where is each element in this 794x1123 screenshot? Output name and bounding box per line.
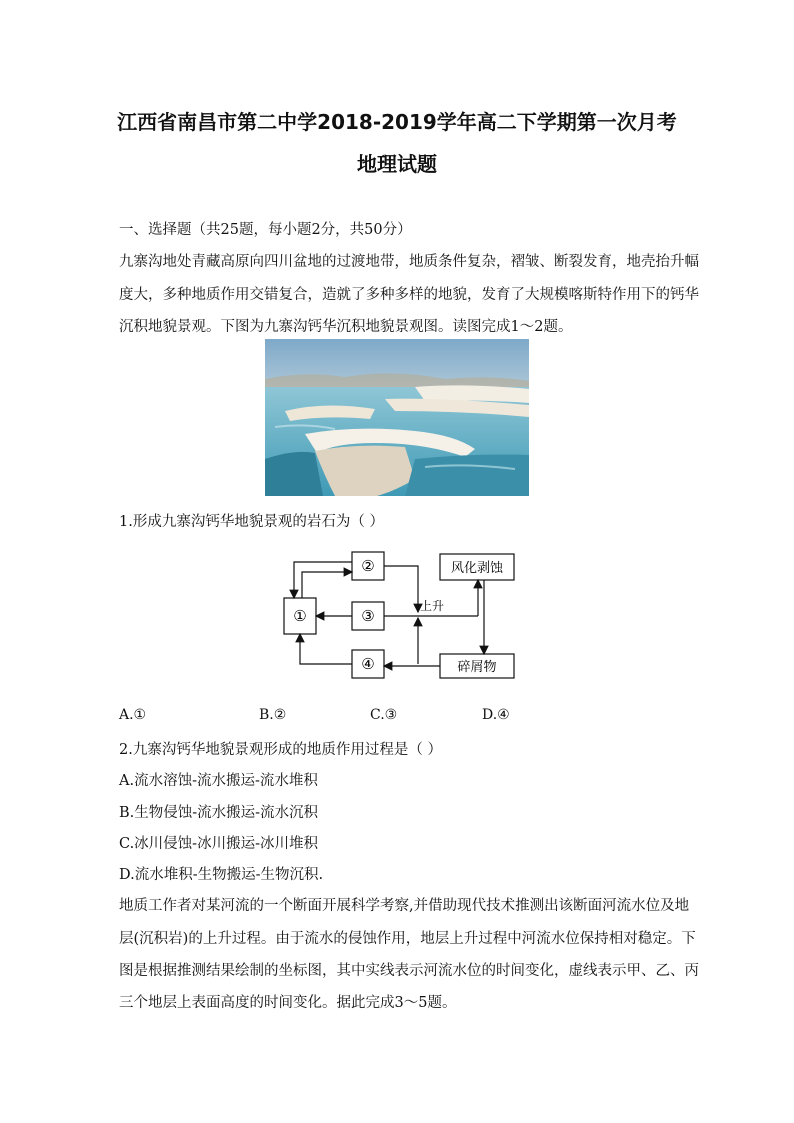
label-uplift: 上升 [419, 599, 445, 613]
q1-option-a: A.① [119, 707, 147, 723]
rock-cycle-diagram [268, 540, 528, 690]
passage-2-line-3: 图是根据推测结果绘制的坐标图，其中实线表示河流水位的时间变化，虚线表示甲、乙、丙 [119, 963, 699, 979]
passage-2-line-1: 地质工作者对某河流的一个断面开展科学考察,并借助现代技术推测出该断面河流水位及地 [119, 898, 690, 914]
label-rock-1: ① [293, 607, 307, 625]
travertine-landscape-photo [265, 339, 529, 496]
label-rock-2: ② [361, 557, 375, 575]
question-2-stem: 2.九寨沟钙华地貌景观形成的地质作用过程是（ ） [119, 742, 442, 758]
q1-option-b: B.② [259, 707, 287, 723]
q1-option-c: C.③ [370, 707, 398, 723]
question-1-stem: 1.形成九寨沟钙华地貌景观的岩石为（ ） [119, 514, 384, 530]
exam-subtitle: 地理试题 [357, 152, 437, 176]
passage-2-line-2: 层(沉积岩)的上升过程。由于流水的侵蚀作用，地层上升过程中河流水位保持相对稳定。下 [119, 931, 696, 947]
label-rock-4: ④ [361, 655, 375, 673]
passage-2-line-4: 三个地层上表面高度的时间变化。据此完成3～5题。 [119, 995, 457, 1011]
passage-1-line-2: 度大，多种地质作用交错复合，造就了多种多样的地貌，发育了大规模喀斯特作用下的钙华 [119, 287, 699, 303]
q2-option-c: C.冰川侵蚀-冰川搬运-冰川堆积 [119, 836, 318, 852]
passage-1-line-1: 九寨沟地处青藏高原向四川盆地的过渡地带，地质条件复杂，褶皱、断裂发育，地壳抬升幅 [119, 254, 699, 270]
q2-option-a: A.流水溶蚀-流水搬运-流水堆积 [119, 773, 318, 789]
label-rock-3: ③ [361, 607, 375, 625]
label-weathering-erosion: 风化剥蚀 [450, 561, 504, 576]
exam-title: 江西省南昌市第二中学2018-2019学年高二下学期第一次月考 [117, 110, 677, 134]
q1-option-d: D.④ [482, 707, 510, 723]
q2-option-d: D.流水堆积-生物搬运-生物沉积. [119, 867, 324, 883]
label-debris: 碎屑物 [457, 660, 497, 675]
passage-1-line-3: 沉积地貌景观。下图为九寨沟钙华沉积地貌景观图。读图完成1～2题。 [119, 319, 573, 335]
landscape-illustration [265, 339, 529, 496]
section-heading: 一、选择题（共25题，每小题2分，共50分） [119, 222, 412, 238]
q2-option-b: B.生物侵蚀-流水搬运-流水沉积 [119, 805, 319, 821]
